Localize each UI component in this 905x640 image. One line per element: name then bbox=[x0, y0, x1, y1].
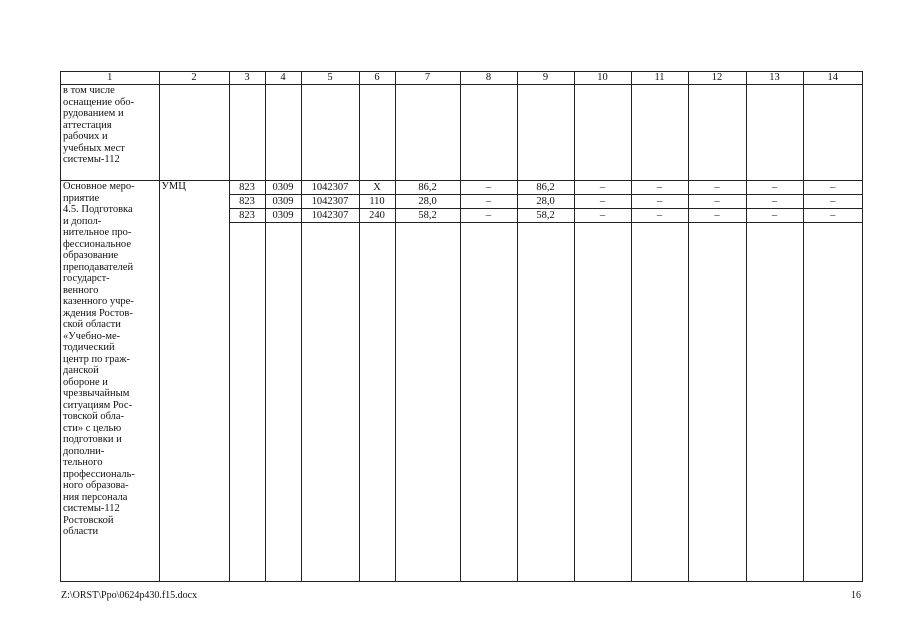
desc-line: государст- bbox=[63, 273, 110, 284]
header-cell: 7 bbox=[395, 72, 460, 85]
empty-cell bbox=[359, 85, 395, 181]
desc-line: профессиональ- bbox=[63, 468, 135, 480]
desc-line: системы-112 bbox=[63, 503, 120, 514]
value-cell: – bbox=[747, 181, 803, 195]
value-cell: – bbox=[461, 209, 517, 223]
value-cell: – bbox=[804, 195, 863, 209]
value-cell: 1042307 bbox=[302, 195, 359, 209]
value-cell: – bbox=[689, 195, 746, 209]
value-cell: 240 bbox=[360, 209, 395, 223]
value-cell: 86,2 bbox=[518, 181, 574, 195]
desc-line: аттестация bbox=[63, 119, 112, 131]
value-cell: – bbox=[461, 181, 517, 195]
value-column bbox=[265, 181, 301, 582]
value-cell: 823 bbox=[230, 209, 265, 223]
value-cell: – bbox=[747, 209, 803, 223]
desc-line: области bbox=[63, 526, 99, 537]
header-cell: 12 bbox=[688, 72, 746, 85]
desc-line: данской bbox=[63, 365, 99, 376]
value-cell: 110 bbox=[360, 195, 395, 209]
empty-cell bbox=[688, 85, 746, 181]
desc-line: венного bbox=[63, 284, 99, 296]
desc-line: оснащение обо- bbox=[63, 96, 135, 108]
page-number: 16 bbox=[851, 590, 861, 601]
value-column bbox=[688, 181, 746, 582]
empty-cell bbox=[517, 85, 574, 181]
value-cell: Х bbox=[360, 181, 395, 195]
row-description bbox=[61, 181, 159, 582]
value-column bbox=[395, 181, 460, 582]
desc-line: нительное про- bbox=[63, 227, 132, 238]
desc-line: сти» с целью bbox=[63, 422, 122, 434]
value-cell: – bbox=[461, 195, 517, 209]
header-cell: 13 bbox=[746, 72, 803, 85]
value-cell: 28,0 bbox=[396, 195, 460, 209]
desc-line: рабочих и bbox=[63, 131, 108, 142]
table-row bbox=[61, 85, 862, 181]
file-path-footer: Z:\ORST\Ppo\0624p430.f15.docx bbox=[61, 590, 198, 601]
value-cell: – bbox=[747, 195, 803, 209]
desc-line: тельного bbox=[63, 457, 103, 468]
value-column bbox=[574, 181, 631, 582]
value-cell: 28,0 bbox=[518, 195, 574, 209]
header-cell: 10 bbox=[574, 72, 631, 85]
desc-line: Ростовской bbox=[63, 514, 114, 526]
header-cell: 6 bbox=[359, 72, 395, 85]
empty-cell bbox=[460, 85, 517, 181]
desc-line: центр по граж- bbox=[63, 353, 130, 365]
desc-line: подготовки и bbox=[63, 434, 122, 445]
empty-cell bbox=[574, 85, 631, 181]
desc-line: Основное меро- bbox=[63, 181, 135, 192]
header-cell: 14 bbox=[803, 72, 862, 85]
header-cell: 2 bbox=[159, 72, 229, 85]
value-cell: – bbox=[575, 195, 631, 209]
value-cell: – bbox=[575, 181, 631, 195]
value-cell: 86,2 bbox=[396, 181, 460, 195]
value-cell: 0309 bbox=[266, 209, 301, 223]
empty-cell bbox=[301, 85, 359, 181]
value-cell: 58,2 bbox=[396, 209, 460, 223]
empty-cell bbox=[746, 85, 803, 181]
value-cell: – bbox=[804, 209, 863, 223]
desc-line: 4.5. Подготовка bbox=[63, 204, 133, 215]
desc-line: преподавателей bbox=[63, 261, 134, 273]
value-cell: – bbox=[632, 195, 688, 209]
header-cell: 11 bbox=[631, 72, 688, 85]
desc-line: учебных мест bbox=[63, 142, 125, 154]
desc-line: образование bbox=[63, 250, 119, 261]
desc-line: приятие bbox=[63, 192, 100, 204]
empty-cell bbox=[229, 85, 265, 181]
value-column bbox=[803, 181, 862, 582]
value-column bbox=[229, 181, 265, 582]
value-cell: – bbox=[632, 209, 688, 223]
desc-line: ния персонала bbox=[63, 491, 128, 503]
value-cell: – bbox=[575, 209, 631, 223]
value-cell: – bbox=[632, 181, 688, 195]
desc-line: рудованием и bbox=[63, 108, 124, 119]
value-cell: 0309 bbox=[266, 181, 301, 195]
value-cell: 58,2 bbox=[518, 209, 574, 223]
desc-line: системы-112 bbox=[63, 154, 120, 165]
empty-cell bbox=[803, 85, 862, 181]
header-cell: 1 bbox=[61, 72, 159, 85]
empty-cell bbox=[631, 85, 688, 181]
desc-line: товской обла- bbox=[63, 411, 125, 422]
empty-cell bbox=[265, 85, 301, 181]
desc-line: казенного учре- bbox=[63, 296, 134, 307]
header-cell: 4 bbox=[265, 72, 301, 85]
desc-line: ждения Ростов- bbox=[63, 307, 133, 319]
value-column bbox=[460, 181, 517, 582]
value-cell: 1042307 bbox=[302, 181, 359, 195]
desc-line: тодический bbox=[63, 342, 115, 353]
empty-cell bbox=[395, 85, 460, 181]
column-number-header-row bbox=[61, 72, 862, 85]
value-column bbox=[631, 181, 688, 582]
value-cell: – bbox=[804, 181, 863, 195]
desc-line: дополни- bbox=[63, 445, 105, 457]
value-cell: 823 bbox=[230, 181, 265, 195]
value-column bbox=[517, 181, 574, 582]
desc-line: обороне и bbox=[63, 376, 108, 388]
desc-line: «Учебно-ме- bbox=[63, 330, 121, 342]
empty-cell bbox=[159, 85, 229, 181]
header-cell: 9 bbox=[517, 72, 574, 85]
value-column bbox=[746, 181, 803, 582]
value-cell: – bbox=[689, 181, 746, 195]
header-cell: 5 bbox=[301, 72, 359, 85]
budget-table-frame bbox=[60, 71, 863, 582]
value-cell: 1042307 bbox=[302, 209, 359, 223]
budget-table bbox=[61, 72, 862, 581]
desc-line: ного образова- bbox=[63, 480, 129, 491]
desc-line: ской области bbox=[63, 319, 121, 330]
value-column bbox=[301, 181, 359, 582]
desc-line: и допол- bbox=[63, 215, 102, 227]
row-description bbox=[61, 85, 159, 181]
desc-line: в том числе bbox=[63, 85, 115, 96]
desc-line: чрезвычайным bbox=[63, 388, 130, 399]
executor-cell: УМЦ bbox=[159, 181, 229, 582]
desc-line: фессиональное bbox=[63, 238, 131, 250]
value-cell: 0309 bbox=[266, 195, 301, 209]
table-row bbox=[61, 181, 862, 582]
value-cell: – bbox=[689, 209, 746, 223]
header-cell: 8 bbox=[460, 72, 517, 85]
desc-line: ситуациям Рос- bbox=[63, 399, 133, 411]
value-cell: 823 bbox=[230, 195, 265, 209]
header-cell: 3 bbox=[229, 72, 265, 85]
value-column bbox=[359, 181, 395, 582]
